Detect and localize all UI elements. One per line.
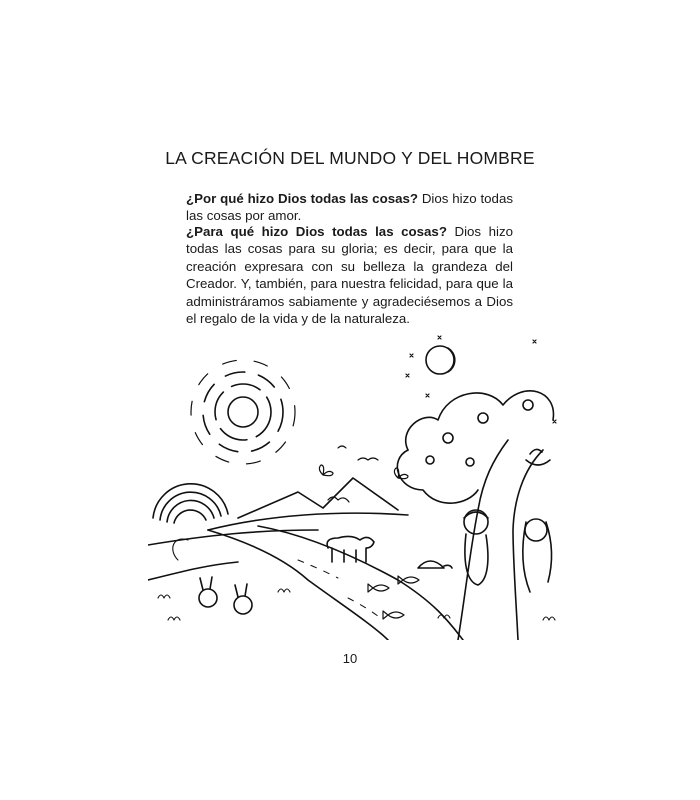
answer-1: Dios hizo todas las cosas por amor. (186, 191, 513, 224)
question-2: ¿Para qué hizo Dios todas las cosas? (186, 224, 447, 239)
mountain-icon (238, 478, 398, 518)
paragraph-1 (186, 190, 513, 225)
answer-2: Dios hizo todas las cosas para su gloria; es decir, para que la creación expresara con su belleza la grandeza del Creador. Y, también, para nuestra felicidad, para que la administráramos sabiamente y agradeciésemos a Dios el regalo de la vida y de la naturaleza. (186, 224, 514, 327)
page-title: LA CREACIÓN DEL MUNDO Y DEL HOMBRE (165, 148, 535, 168)
tree-icon (397, 391, 553, 640)
sun-icon (191, 360, 295, 464)
paragraph-2 (186, 223, 513, 327)
bird-icon (338, 446, 550, 465)
woman-figure (523, 519, 552, 592)
rainbow-icon (153, 484, 228, 523)
butterfly-icon (319, 465, 408, 479)
turtle-icon (418, 561, 452, 568)
fish-icon (368, 576, 419, 619)
question-1: ¿Por qué hizo Dios todas las cosas? (186, 191, 419, 206)
stars-icon (406, 336, 556, 423)
creation-illustration (148, 330, 558, 640)
page-number: 10 (342, 651, 358, 666)
moon-icon (426, 346, 455, 374)
rabbit-icon (199, 577, 252, 614)
river-icon (208, 526, 463, 640)
